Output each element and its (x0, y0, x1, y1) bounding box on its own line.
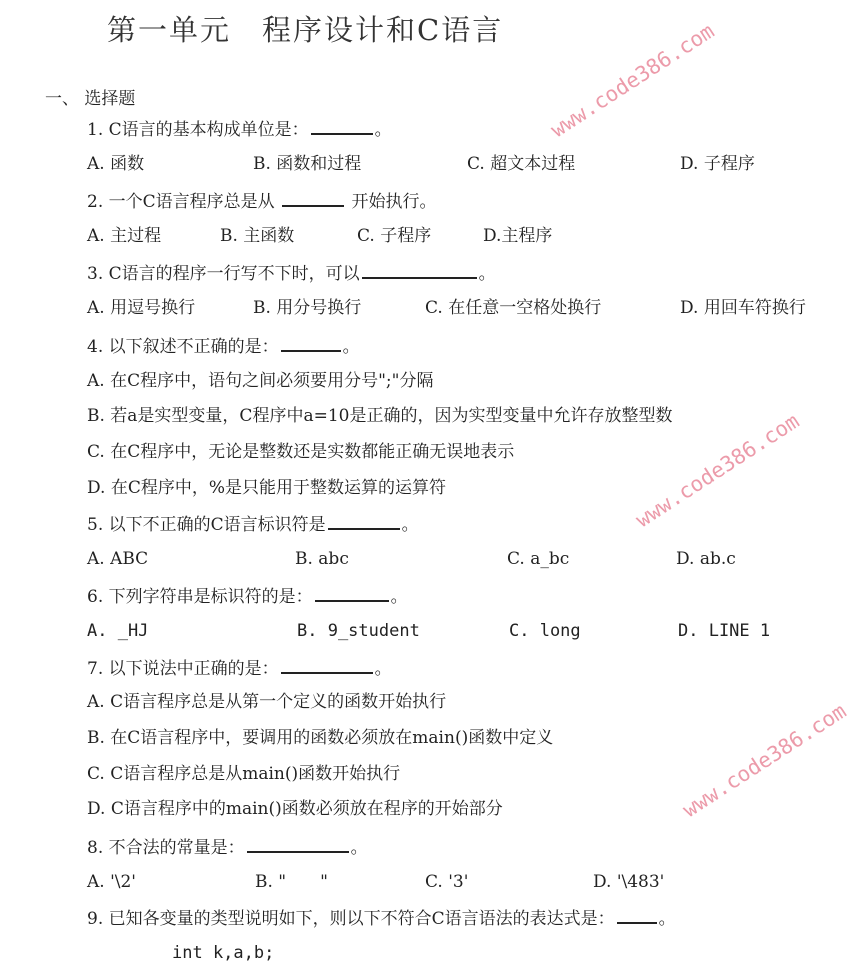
option-c: C. '3' (425, 872, 469, 892)
answer-blank (282, 189, 344, 207)
option-c: C. a_bc (507, 549, 570, 569)
answer-blank (247, 835, 349, 853)
option-a: A. C语言程序总是从第一个定义的函数开始执行 (87, 692, 447, 712)
answer-blank (281, 656, 373, 674)
question-2 (87, 189, 436, 213)
question-9 (87, 906, 676, 930)
question-6 (87, 584, 408, 608)
option-c: C. long (509, 621, 581, 641)
watermark: www.code386.com (546, 18, 719, 143)
option-a: A. '\2' (87, 872, 136, 892)
question-text: 6. 下列字符串是标识符的是： (87, 587, 313, 607)
option-d: D. '\483' (593, 872, 665, 892)
answer-blank (362, 261, 477, 279)
question-text-end: 。 (374, 659, 392, 679)
page-title: 第一单元 程序设计和C语言 (107, 13, 504, 47)
section-heading: 一、 选择题 (45, 89, 136, 109)
option-c: C. 超文本过程 (467, 154, 576, 174)
option-c: C. C语言程序总是从main()函数开始执行 (87, 764, 401, 784)
option-d: D.主程序 (483, 226, 553, 246)
question-text: 7. 以下说法中正确的是： (87, 659, 279, 679)
watermark: www.code386.com (678, 698, 851, 823)
option-a: A. 用逗号换行 (87, 298, 196, 318)
question-3 (87, 261, 496, 285)
question-text-end: 开始执行。 (351, 192, 437, 212)
option-b: B. 9_student (297, 621, 420, 641)
question-text-end: 。 (390, 587, 408, 607)
question-text-end: 。 (478, 264, 496, 284)
question-text: 5. 以下不正确的C语言标识符是 (87, 515, 326, 535)
question-text: 9. 已知各变量的类型说明如下，则以下不符合C语言语法的表达式是： (87, 909, 615, 929)
question-4 (87, 334, 360, 358)
option-d: D. 在C程序中，%是只能用于整数运算的运算符 (87, 478, 446, 498)
question-text-end: 。 (374, 120, 392, 140)
question-text-end: 。 (401, 515, 419, 535)
question-text: 8. 不合法的常量是： (87, 838, 245, 858)
question-text: 1. C语言的基本构成单位是： (87, 120, 309, 140)
option-d: D. 子程序 (680, 154, 755, 174)
answer-blank (328, 512, 400, 530)
option-a: A. _HJ (87, 621, 149, 641)
option-b: B. 用分号换行 (253, 298, 362, 318)
question-text: 2. 一个C语言程序总是从 (87, 192, 275, 212)
question-1 (87, 117, 392, 141)
option-a: A. 在C程序中，语句之间必须要用分号";"分隔 (87, 371, 434, 391)
option-a: A. 主过程 (87, 226, 162, 246)
watermark: www.code386.com (631, 408, 804, 533)
answer-blank (617, 906, 657, 924)
question-text-end: 。 (342, 337, 360, 357)
question-text-end: 。 (658, 909, 676, 929)
answer-blank (311, 117, 373, 135)
question-7 (87, 656, 392, 680)
option-a: A. ABC (87, 549, 149, 569)
option-d: D. ab.c (676, 549, 736, 569)
option-c: C. 在C程序中，无论是整数还是实数都能正确无误地表示 (87, 442, 515, 462)
question-text: 3. C语言的程序一行写不下时，可以 (87, 264, 360, 284)
option-d: D. 用回车符换行 (680, 298, 806, 318)
option-b: B. 主函数 (220, 226, 295, 246)
option-c: C. 子程序 (357, 226, 432, 246)
option-c: C. 在任意一空格处换行 (425, 298, 602, 318)
question-8 (87, 835, 368, 859)
option-b: B. 若a是实型变量，C程序中a=10是正确的，因为实型变量中允许存放整型数 (87, 406, 673, 426)
option-b: B. 函数和过程 (253, 154, 362, 174)
answer-blank (281, 334, 341, 352)
option-b: B. abc (295, 549, 349, 569)
option-d: D. LINE 1 (678, 621, 771, 641)
question-text: 4. 以下叙述不正确的是： (87, 337, 279, 357)
option-b: B. " " (255, 872, 328, 892)
option-b: B. 在C语言程序中，要调用的函数必须放在main()函数中定义 (87, 728, 554, 748)
answer-blank (315, 584, 389, 602)
option-d: D. C语言程序中的main()函数必须放在程序的开始部分 (87, 799, 503, 819)
question-text-end: 。 (350, 838, 368, 858)
option-a: A. 函数 (87, 154, 145, 174)
question-5 (87, 512, 419, 536)
code-declaration: int k,a,b; (172, 943, 275, 963)
